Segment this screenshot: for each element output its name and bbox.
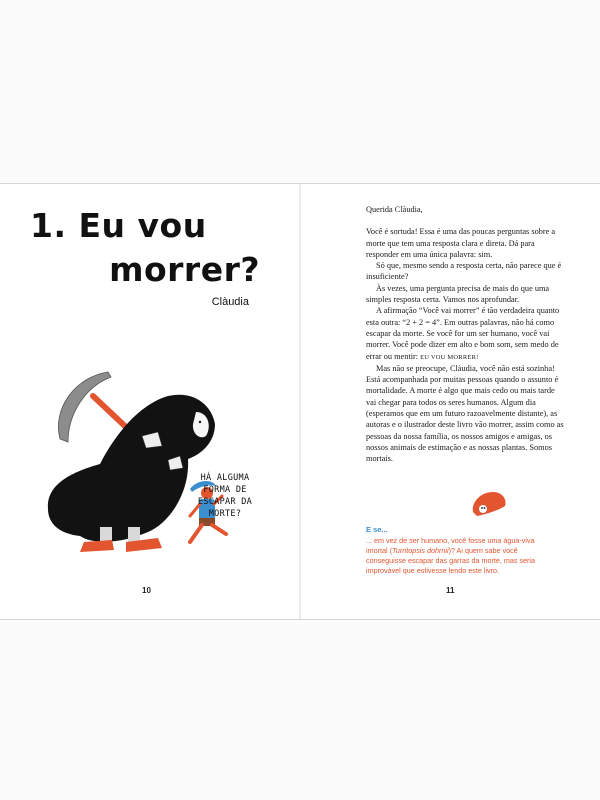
question-author: Clàudia bbox=[211, 296, 249, 308]
letter-paragraph: Mas não se preocupe, Clàudia, você não está sozinha! Está acompanhada por muitas pessoas quando o assunto é mortalidade. A morte é algo que mais cedo ou mais tarde vai chegar para todos os seres humanos. Algum dia (esperamos que em um futuro razoavelmente distante), as autoras e o ilustrador deste livro vão morrer, assim como as pessoas da nossa família, os nossos amigos e amigas, os nossos animais de estimação e as nossas plantas. Somos mortais. bbox=[366, 363, 564, 464]
aside-label: E se... bbox=[366, 525, 388, 534]
chapter-title-line1: 1. Eu vou bbox=[30, 206, 207, 245]
jellyfish-bell bbox=[473, 492, 506, 516]
species-name: Turritopsis dohrnii bbox=[391, 546, 449, 555]
letter-paragraph: Você é sortuda! Essa é uma das poucas perguntas sobre a morte que tem uma resposta clara e direta. Dá para responder em uma única palavra: sim. bbox=[366, 227, 556, 259]
book-spread bbox=[0, 183, 600, 620]
left-page bbox=[0, 184, 299, 619]
right-page bbox=[301, 184, 600, 619]
letter-body bbox=[366, 204, 566, 465]
page-number-right: 11 bbox=[446, 586, 455, 595]
grim-reaper-illustration bbox=[0, 184, 299, 584]
reaper-shoe bbox=[80, 540, 114, 552]
letter-paragraph: Às vezes, uma pergunta precisa de mais do que uma simples resposta certa. Vamos nos aprofundar. bbox=[366, 283, 550, 305]
speech-question: HÁ ALGUMA FORMA DE ESCAPAR DA MORTE? bbox=[197, 473, 253, 519]
chapter-title-line2: morrer? bbox=[109, 250, 260, 289]
aside-text: ... em vez de ser humano, você fosse uma água-viva imortal (Turritopsis dohrnii)? Ai quem sabe você conseguisse escapar das garras da morte, mas seria improvável que estivesse lendo este livro. bbox=[366, 536, 535, 575]
letter-paragraph: A afirmação “Você vai morrer” é tão verdadeira quanto esta outra: “2 + 2 = 4”. Em outras palavras, não há como escapar da morte. Se você for um ser humano, você vai morrer. Você pode dizer em alto e bom som, sem medo de errar ou mentir: EU VOU MORRER! bbox=[366, 306, 560, 361]
smallcaps-phrase: EU VOU MORRER! bbox=[420, 353, 479, 361]
letter-paragraph: Só que, mesmo sendo a resposta certa, não parece que é insuficiente? bbox=[366, 261, 562, 282]
letter-salutation: Querida Clàudia, bbox=[366, 205, 423, 214]
page-number-left: 10 bbox=[142, 586, 151, 595]
jellyfish-illustration bbox=[469, 486, 509, 520]
